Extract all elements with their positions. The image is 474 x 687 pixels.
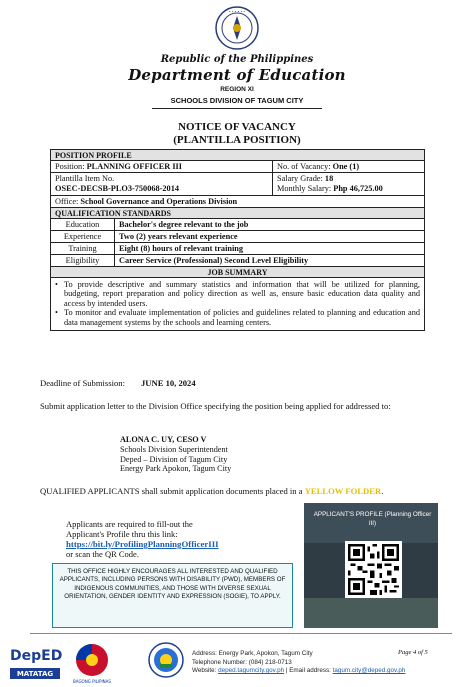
footer-divider	[30, 633, 452, 634]
svg-text:• • • • • •: • • • • • •	[228, 10, 246, 14]
submission-instructions: Submit application letter to the Division Office specifying the position being applied for addressed to:	[40, 401, 391, 411]
qualified-note	[40, 486, 442, 497]
salary-value: Php 46,725.00	[333, 184, 383, 193]
list-item	[55, 308, 420, 327]
job-summary-header: JOB SUMMARY	[51, 267, 424, 278]
qualification-value: Eight (8) hours of relevant training	[114, 243, 424, 254]
qualification-value: Two (2) years relevant experience	[114, 231, 424, 242]
address-label: Address:	[192, 650, 217, 657]
bullet-icon: •	[55, 280, 58, 289]
qr-code-icon[interactable]	[345, 541, 402, 598]
office-value: School Governance and Operations Division	[80, 197, 238, 206]
duty-text: To provide descriptive and summary statistics and information that will be utilized for planning, budgeting, report preparation and policy direction as well as, ensure basic education data quality and access by intended users.	[64, 280, 420, 308]
position-row	[51, 161, 424, 173]
matatag-logo-text: MATATAG	[16, 670, 54, 678]
qualification-row	[51, 231, 424, 243]
position-label: Position:	[55, 162, 85, 171]
notice-title: NOTICE OF VACANCY	[178, 121, 296, 133]
profiling-instructions	[66, 519, 219, 559]
footer-address: Energy Park, Apokon, Tagum City	[218, 650, 313, 657]
footer-email-link[interactable]: tagum.city@deped.gov.ph	[332, 667, 406, 675]
addressee-address: Energy Park Apokon, Tagum City	[120, 464, 232, 474]
addressee-title: Schools Division Superintendent	[120, 444, 228, 454]
qualification-label: Education	[65, 220, 100, 229]
item-value: OSEC-DECSB-PLO3-750068-2014	[55, 184, 179, 193]
deped-seal-icon	[215, 6, 259, 50]
email-label: Email address:	[289, 667, 331, 675]
vacancy-table	[50, 149, 425, 331]
footer-website-link[interactable]: deped.tagumcity.gov.ph	[218, 667, 285, 675]
salary-label: Monthly Salary:	[277, 184, 332, 193]
list-item	[55, 280, 420, 308]
item-label: Plantilla Item No.	[55, 174, 115, 183]
grade-label: Salary Grade:	[277, 174, 323, 183]
qr-panel	[304, 503, 438, 628]
deadline-label: Deadline of Submission:	[40, 378, 125, 388]
header-department: Department of Education	[128, 66, 346, 84]
addressee-name: ALONA C. UY, CESO V	[120, 435, 207, 444]
qualification-header: QUALIFICATION STANDARDS	[51, 208, 424, 219]
duty-text: To monitor and evaluate implementation of policies and guidelines related to planning and education and data management systems by the schools and learning centers.	[64, 308, 420, 327]
header-region: REGION XI	[220, 86, 254, 93]
profiling-line1: Applicants are required to fill-out the	[66, 519, 193, 529]
vacancy-label: No. of Vacancy:	[277, 162, 331, 171]
qualification-value: Bachelor's degree relevant to the job	[114, 219, 424, 230]
header-divider	[152, 108, 322, 109]
bagong-pilipinas-logo-icon	[68, 642, 116, 686]
phone-label: Telephone Number:	[192, 658, 247, 666]
bullet-icon: •	[55, 308, 58, 318]
deped-logo-text: DepED	[10, 648, 62, 664]
profiling-line3: or scan the QR Code.	[66, 549, 139, 559]
qualification-label: Training	[68, 244, 97, 253]
bagong-pilipinas-text: BAGONG PILIPINAS	[73, 679, 111, 684]
page-number: Page 4 of 5	[398, 649, 428, 656]
website-label: Website:	[192, 667, 217, 675]
item-row	[51, 173, 424, 196]
qualified-note-text: QUALIFIED APPLICANTS shall submit application documents placed in a	[40, 486, 303, 496]
header-republic: Republic of the Philippines	[160, 54, 314, 65]
qualification-row	[51, 255, 424, 267]
header-division: SCHOOLS DIVISION OF TAGUM CITY	[170, 96, 304, 105]
qualification-row	[51, 243, 424, 255]
grade-value: 18	[324, 174, 334, 183]
profiling-line2: Applicant's Profile thru this link:	[66, 529, 178, 539]
qualified-note-end: .	[381, 486, 384, 496]
position-value: PLANNING OFFICER III	[86, 162, 183, 171]
qualification-value: Career Service (Professional) Second Level Eligibility	[114, 255, 424, 266]
qualification-label: Eligibility	[65, 256, 100, 265]
notice-subtitle: (PLANTILLA POSITION)	[173, 134, 301, 146]
footer-phone: (084) 218-0713	[248, 658, 292, 666]
position-profile-header: POSITION PROFILE	[51, 150, 424, 161]
inclusion-notice: THIS OFFICE HIGHLY ENCOURAGES ALL INTERESTED AND QUALIFIED APPLICANTS, INCLUDING PERSONS WITH DISABILITY (PWD), MEMBERS OF INDIGENOUS COMMUNITIES, AND THOSE WITH DIVERSE SEXUAL ORIENTATION, GENDER IDENTITY AND EXPRESSION (SOGIE), TO APPLY.	[52, 563, 293, 628]
addressee-office: Deped – Division of Tagum City	[120, 454, 228, 464]
deped-matatag-logo-icon	[8, 644, 62, 684]
footer-contact: Address: Energy Park, Apokon, Tagum City Telephone Number: (084) 218-0713 Website: deped.tagumcity.gov.ph | Email address: tagum.city@deped.gov.ph	[192, 650, 406, 675]
office-label: Office:	[55, 197, 79, 206]
office-row	[51, 196, 424, 208]
qualification-row	[51, 219, 424, 231]
deadline	[40, 378, 196, 388]
yellow-folder-highlight: YELLOW FOLDER	[304, 486, 382, 496]
addressee-block	[120, 435, 231, 474]
job-summary-list	[51, 278, 424, 330]
profiling-link[interactable]: https://bit.ly/ProfilingPlanningOfficerIII	[66, 539, 219, 549]
vacancy-value: One (1)	[332, 162, 360, 171]
qr-panel-title: APPLICANT'S PROFILE (Planning Officer III)	[313, 511, 432, 527]
deadline-value: JUNE 10, 2024	[140, 378, 196, 388]
sdo-tagum-seal-icon	[148, 642, 184, 678]
qualification-label: Experience	[63, 232, 102, 241]
